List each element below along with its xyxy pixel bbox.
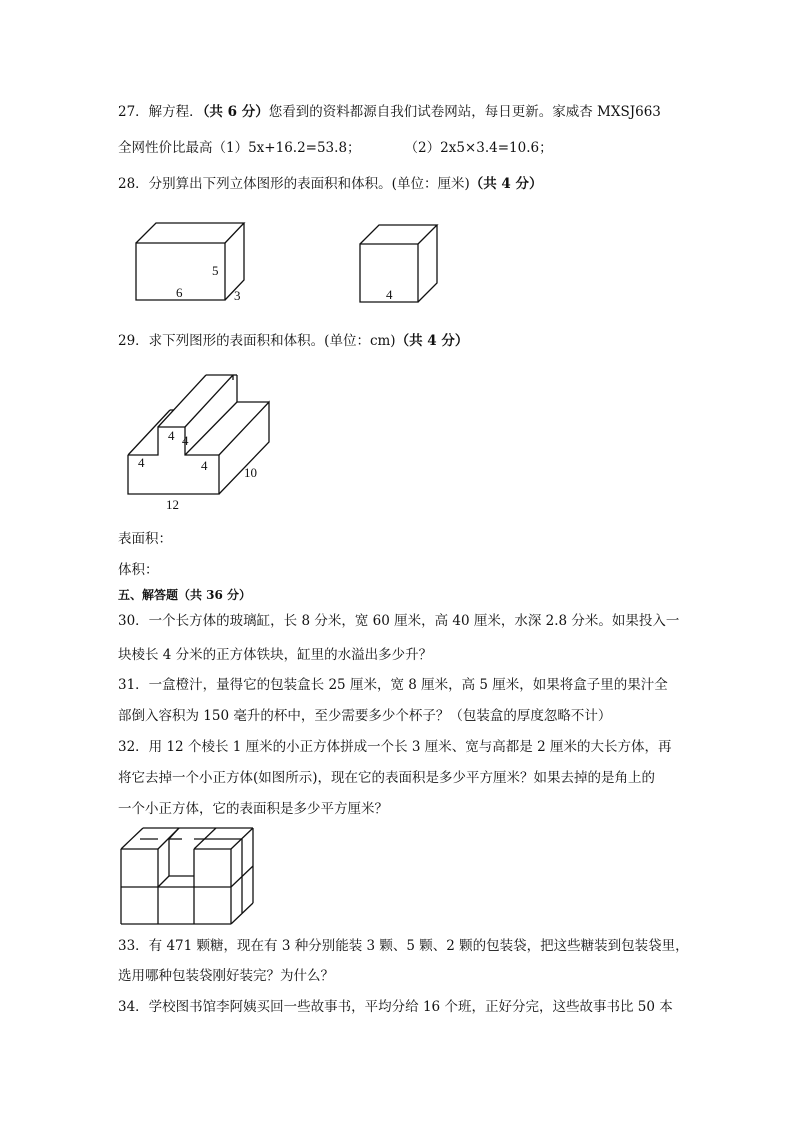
cuboid-length-label: 6 xyxy=(176,285,183,300)
q30-line2: 块棱长 4 分米的正方体铁块，缸里的水溢出多少升？ xyxy=(118,647,433,663)
q28-score: （共 4 分） xyxy=(469,176,543,192)
left-step-label: 4 xyxy=(138,455,145,470)
surface-area-label: 表面积： xyxy=(118,531,172,547)
q27-equation-2: （2）2x5×3.4=10.6； xyxy=(404,140,553,156)
q28-text: 28．分别算出下列立体图形的表面积和体积。(单位：厘米) xyxy=(118,176,470,192)
cuboid-height-label: 5 xyxy=(212,263,219,278)
q27-score: （共 6 分） xyxy=(202,104,269,120)
edge xyxy=(185,375,233,427)
cuboid-top-face xyxy=(136,223,244,243)
cube-edge-label: 4 xyxy=(386,287,393,302)
solid-right-face xyxy=(219,402,269,494)
q27-line2 xyxy=(118,139,553,157)
q28-cuboid-figure xyxy=(130,218,250,308)
q30-line1: 30．一个长方体的玻璃缸，长 8 分米，宽 60 厘米，高 40 厘米，水深 2.8 分米。如果投入一 xyxy=(118,613,680,629)
section-5-heading: 五、解答题（共 36 分） xyxy=(118,588,252,602)
cube-top-face xyxy=(360,225,437,244)
q29-prompt xyxy=(118,332,468,350)
q32-line1: 32．用 12 个棱长 1 厘米的小正方体拼成一个长 3 厘米、宽与高都是 2 厘米的大长方体，再 xyxy=(118,739,672,755)
q31-line1: 31．一盒橙汁，量得它的包装盒长 25 厘米，宽 8 厘米，高 5 厘米，如果将盒子里的果汁全 xyxy=(118,677,668,693)
q27-line1 xyxy=(118,103,661,121)
q32-line2: 将它去掉一个小正方体(如图所示)，现在它的表面积是多少平方厘米？如果去掉的是角上的 xyxy=(118,770,656,786)
q27-equation-1: 全网性价比最高（1）5x+16.2=53.8； xyxy=(118,140,361,156)
edge xyxy=(185,402,237,455)
edge xyxy=(169,828,179,839)
edge xyxy=(128,410,170,455)
q28-prompt xyxy=(118,175,543,193)
q27-ad-text: 您看到的资料都源自我们试卷网站，每日更新。家威杏 MXSJ663 xyxy=(268,104,661,120)
base-label: 12 xyxy=(166,497,179,512)
q32-cube-block-figure xyxy=(118,826,258,928)
q28-cube-figure xyxy=(356,222,446,307)
q29-text: 29．求下列图形的表面积和体积。(单位：cm) xyxy=(118,333,396,349)
q29-stepped-solid-figure xyxy=(122,370,282,515)
notch-side-label: 4 xyxy=(182,433,189,448)
edge xyxy=(158,876,169,887)
right-step-label: 4 xyxy=(201,458,208,473)
q33-line2: 选用哪种包装袋刚好装完？为什么？ xyxy=(118,968,334,984)
q27-number: 27．解方程． xyxy=(118,104,203,120)
notch-top-label: 4 xyxy=(168,428,175,443)
edge xyxy=(121,828,143,849)
q31-line2: 部倒入容积为 150 毫升的杯中，至少需要多少个杯子？（包装盒的厚度忽略不计） xyxy=(118,708,612,724)
cube-side-face xyxy=(418,225,437,302)
q33-line1: 33．有 471 颗糖，现在有 3 种分别能装 3 颗、5 颗、2 颗的包装袋，把这些糖装到包装袋里， xyxy=(118,938,689,954)
depth-label: 10 xyxy=(244,465,257,480)
cuboid-width-label: 3 xyxy=(234,288,241,303)
q34-line1: 34．学校图书馆李阿姨买回一些故事书，平均分给 16 个班，正好分完，这些故事书比 50 本 xyxy=(118,999,673,1015)
q29-score: （共 4 分） xyxy=(395,333,469,349)
edge xyxy=(158,375,206,427)
volume-label: 体积： xyxy=(118,562,159,578)
q32-line3: 一个小正方体，它的表面积是多少平方厘米？ xyxy=(118,801,388,817)
